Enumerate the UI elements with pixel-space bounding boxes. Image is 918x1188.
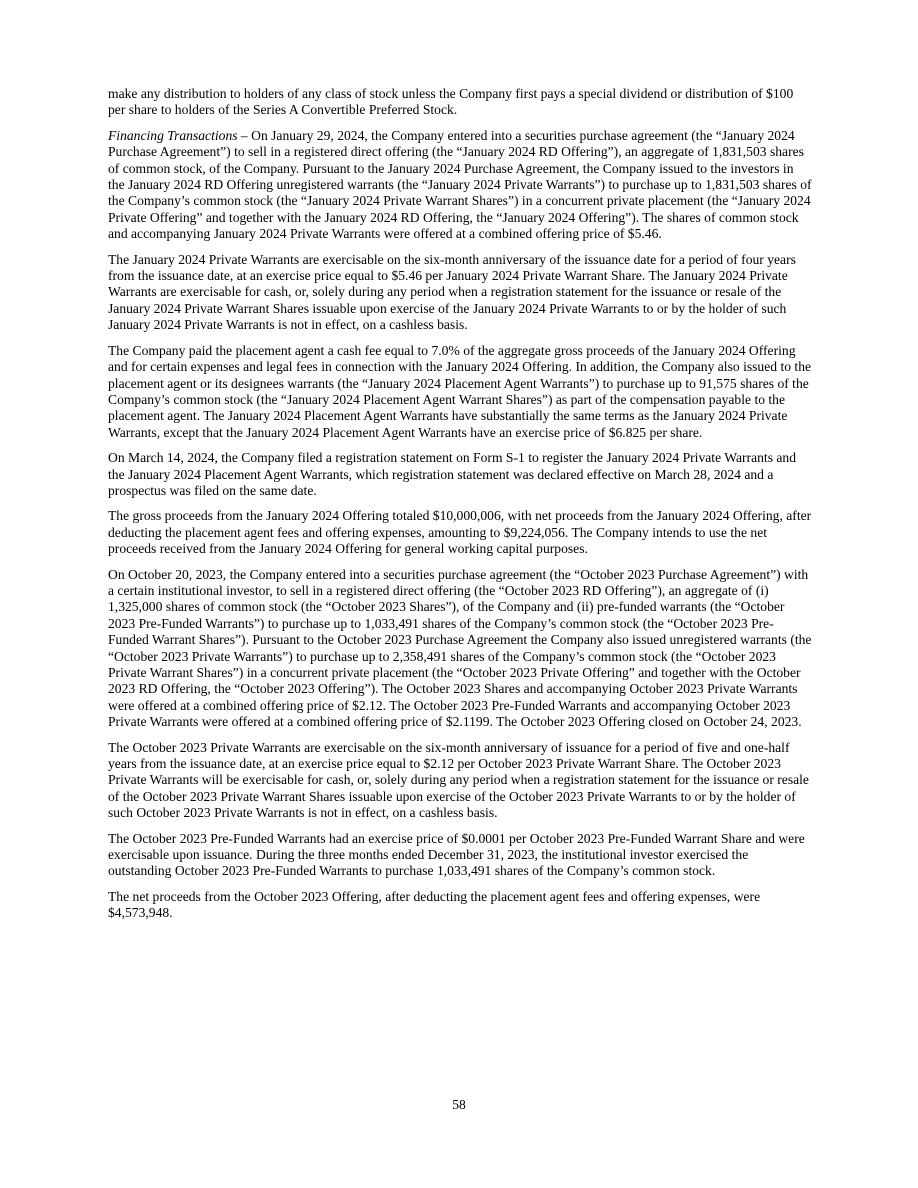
- paragraph-financing-transactions: [108, 128, 812, 243]
- page-number: 58: [452, 1097, 466, 1112]
- paragraph-distribution-restriction: [108, 86, 812, 119]
- paragraph-october-2023-purchase-agreement: [108, 567, 812, 731]
- paragraph-october-2023-private-warrants: [108, 740, 812, 822]
- paragraph-text: The gross proceeds from the January 2024 Offering totaled $10,000,006, with net proceeds from the January 2024 Offering, after deducting the placement agent fees and offering expenses, amounting to $9,224,056. The Company intends to use the net proceeds received from the January 2024 Offering for general working capital purposes.: [108, 508, 812, 557]
- paragraph-january-2024-private-warrants: [108, 252, 812, 334]
- paragraph-text: make any distribution to holders of any class of stock unless the Company first pays a special dividend or distribution of $100 per share to holders of the Series A Convertible Preferred Stock.: [108, 86, 794, 118]
- paragraph-october-2023-net-proceeds: [108, 889, 812, 922]
- paragraph-placement-agent-fee: [108, 343, 812, 441]
- paragraph-october-2023-pre-funded-warrants: [108, 831, 812, 880]
- paragraph-text: On October 20, 2023, the Company entered into a securities purchase agreement (the “October 2023 Purchase Agreement”) with a certain institutional investor, to sell in a registered direct offering (the “October 2023 RD Offering”), an aggregate of (i) 1,325,000 shares of common stock (the “October 2023 Shares”), of the Company and (ii) pre-funded warrants (the “October 2023 Pre-Funded Warrants”) to purchase up to 1,033,491 shares of the Company’s common stock (the “October 2023 Pre-Funded Warrant Shares”). Pursuant to the October 2023 Purchase Agreement the Company also issued unregistered warrants (the “October 2023 Private Warrants”) to purchase up to 2,358,491 shares of the Company’s common stock (the “October 2023 Private Warrant Shares”) in a concurrent private placement (the “October 2023 Private Offering” and together with the October 2023 RD Offering, the “October 2023 Offering”). The October 2023 Shares and accompanying October 2023 Private Warrants were offered at a combined offering price of $2.12. The October 2023 Pre-Funded Warrants and accompanying October 2023 Private Warrants were offered at a combined offering price of $2.1199. The October 2023 Offering closed on October 24, 2023.: [108, 566, 812, 730]
- document-body: [108, 86, 812, 931]
- paragraph-form-s1-registration: [108, 450, 812, 499]
- section-lead-financing-transactions: Financing Transactions: [108, 127, 238, 143]
- paragraph-text: The net proceeds from the October 2023 Offering, after deducting the placement agent fees and offering expenses, were $4,573,948.: [108, 888, 761, 921]
- paragraph-text: On March 14, 2024, the Company filed a registration statement on Form S-1 to register the January 2024 Private Warrants and the January 2024 Placement Agent Warrants, which registration statement was declared effective on March 28, 2024 and a prospectus was filed on the same date.: [108, 450, 797, 498]
- paragraph-text: The October 2023 Pre-Funded Warrants had an exercise price of $0.0001 per October 2023 Pre-Funded Warrant Share and were exercisable upon issuance. During the three months ended December 31, 2023, the institutional investor exercised the outstanding October 2023 Pre-Funded Warrants to purchase 1,033,491 shares of the Company’s common stock.: [108, 830, 805, 879]
- paragraph-january-2024-proceeds: [108, 508, 812, 557]
- paragraph-text: The Company paid the placement agent a cash fee equal to 7.0% of the aggregate gross proceeds of the January 2024 Offering and for certain expenses and legal fees in connection with the January 2024 Offering. In addition, the Company also issued to the placement agent or its designees warrants (the “January 2024 Placement Agent Warrants”) to purchase up to 91,575 shares of the Company’s common stock (the “January 2024 Placement Agent Warrant Shares”) as part of the compensation payable to the placement agent. The January 2024 Placement Agent Warrants have substantially the same terms as the January 2024 Private Warrants, except that the January 2024 Placement Agent Warrants have an exercise price of $6.825 per share.: [108, 342, 812, 440]
- paragraph-text: The October 2023 Private Warrants are exercisable on the six-month anniversary of issuance for a period of five and one-half years from the issuance date, at an exercise price equal to $2.12 per October 2023 Private Warrant Share. The October 2023 Private Warrants will be exercisable for cash, or, solely during any period when a registration statement for the issuance or resale of the October 2023 Private Warrant Shares issuable upon exercise of the October 2023 Private Warrants to or by the holder of such October 2023 Private Warrants is not in effect, on a cashless basis.: [108, 739, 809, 821]
- paragraph-text: – On January 29, 2024, the Company entered into a securities purchase agreement (the “January 2024 Purchase Agreement”) to sell in a registered direct offering (the “January 2024 RD Offering”), an aggregate of 1,831,503 shares of common stock, of the Company. Pursuant to the January 2024 Purchase Agreement, the Company issued to the investors in the January 2024 RD Offering unregistered warrants (the “January 2024 Private Warrants”) to purchase up to 1,831,503 shares of the Company’s common stock (the “January 2024 Private Warrant Shares”) in a concurrent private placement (the “January 2024 Private Offering” and together with the January 2024 RD Offering, the “January 2024 Offering”). The shares of common stock and accompanying January 2024 Private Warrants were offered at a combined offering price of $5.46.: [108, 127, 812, 242]
- paragraph-text: The January 2024 Private Warrants are exercisable on the six-month anniversary of the issuance date for a period of four years from the issuance date, at an exercise price equal to $5.46 per January 2024 Private Warrant Share. The January 2024 Private Warrants are exercisable for cash, or, solely during any period when a registration statement for the issuance or resale of the January 2024 Private Warrant Shares issuable upon exercise of the January 2024 Private Warrants to or by the holder of such January 2024 Private Warrants is not in effect, on a cashless basis.: [108, 251, 796, 333]
